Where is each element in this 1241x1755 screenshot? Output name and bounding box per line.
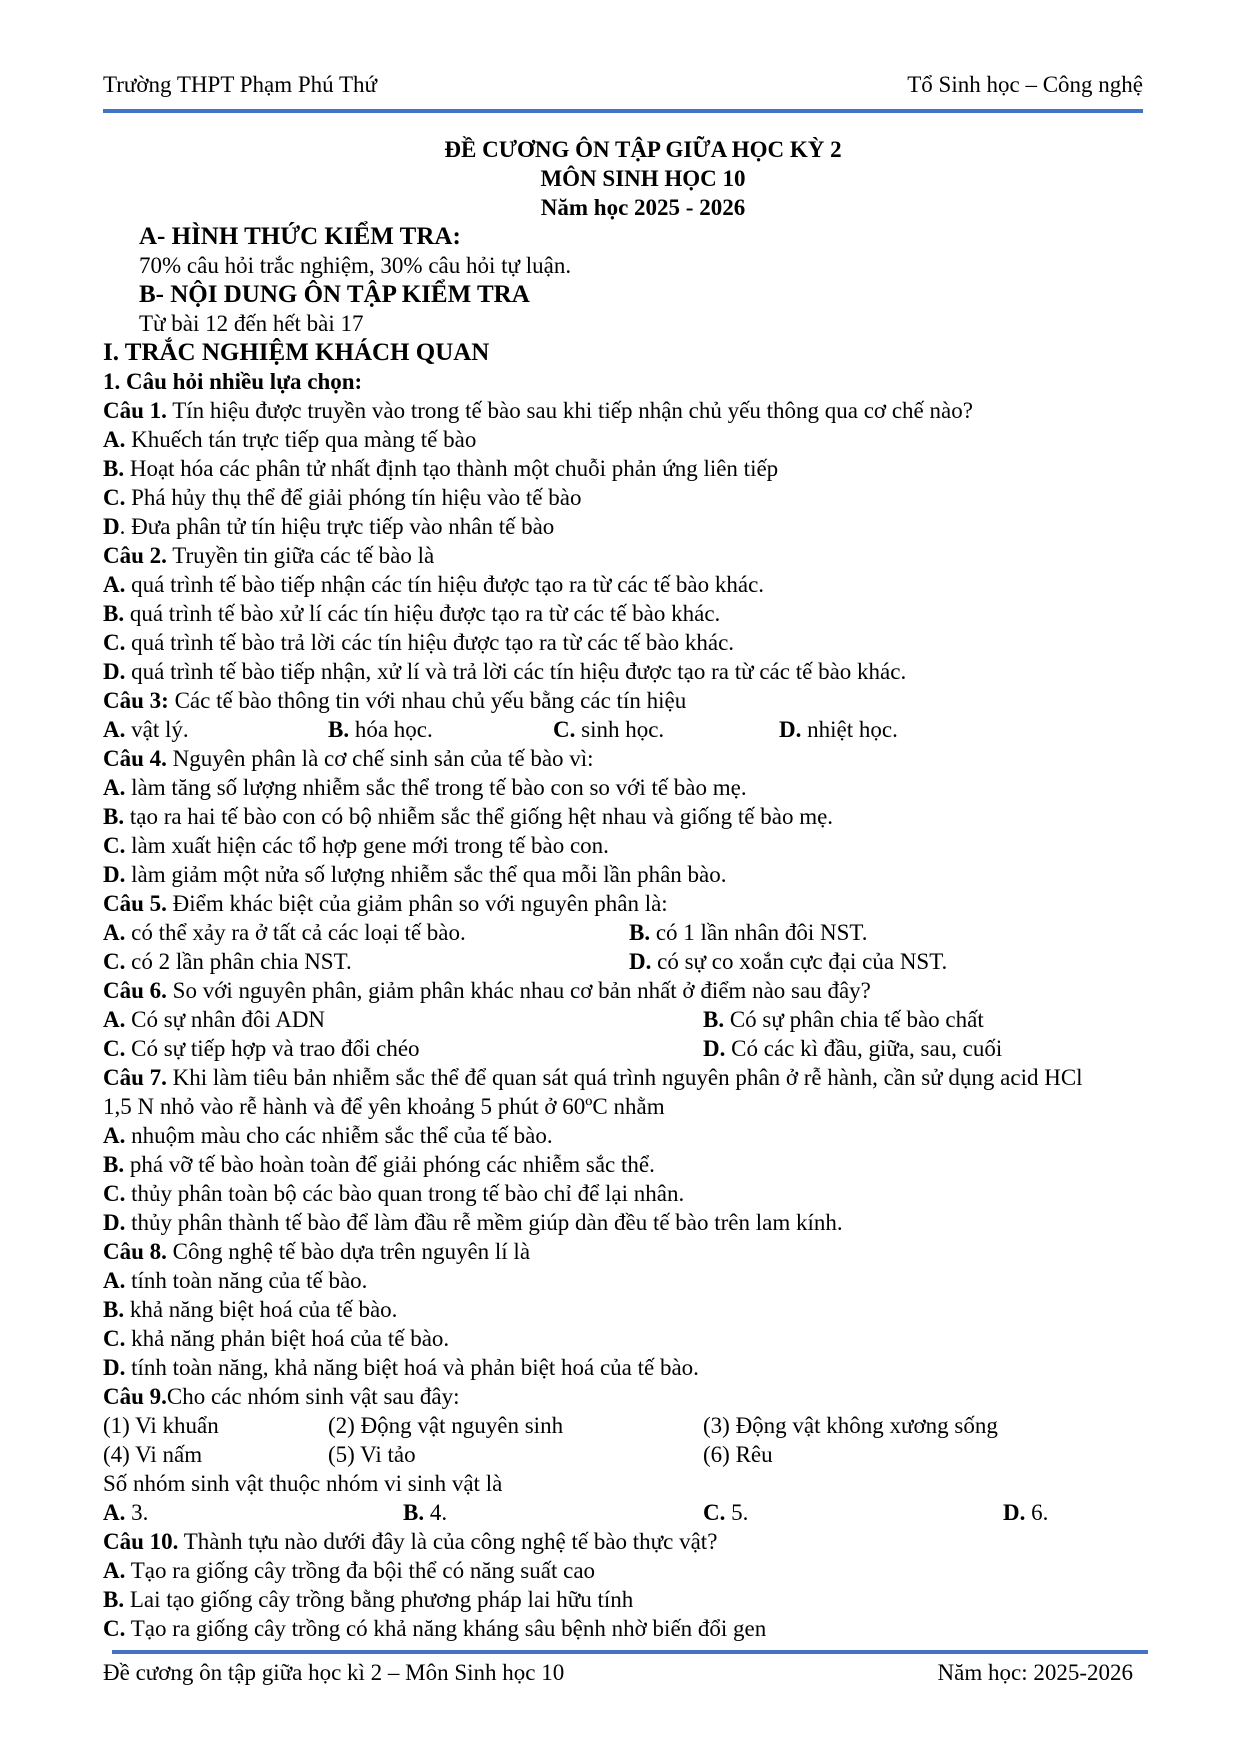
section-b-text: Từ bài 12 đến hết bài 17 <box>139 311 364 336</box>
option-a <box>103 1005 325 1034</box>
document-title <box>103 135 1143 222</box>
question-1 <box>103 396 1173 425</box>
option-key: C. <box>103 1616 126 1641</box>
option-a <box>103 1121 1173 1150</box>
option-text: hóa học. <box>349 717 433 742</box>
question-label: Câu 7. <box>103 1065 167 1090</box>
question-3 <box>103 686 1173 715</box>
option-key: C. <box>103 1036 126 1061</box>
option-b <box>629 918 868 947</box>
option-text: quá trình tế bào tiếp nhận, xử lí và trả lời các tín hiệu được tạo ra từ các tế bào khác. <box>125 659 907 684</box>
question-text: Các tế bào thông tin với nhau chủ yếu bằng các tín hiệu <box>168 688 687 713</box>
option-key: A. <box>103 717 126 742</box>
option-key: A. <box>103 572 126 597</box>
department-name: Tổ Sinh học – Công nghệ <box>907 72 1143 97</box>
option-b <box>103 1585 1173 1614</box>
option-text: tính toàn năng của tế bào. <box>125 1268 368 1293</box>
option-c <box>103 1179 1173 1208</box>
group-item: (4) Vi nấm <box>103 1442 203 1467</box>
document-body <box>103 222 1173 1643</box>
option-a <box>103 773 1173 802</box>
question-label: Câu 10. <box>103 1529 179 1554</box>
title-line-1: ĐỀ CƯƠNG ÔN TẬP GIỮA HỌC KỲ 2 <box>444 137 842 162</box>
option-text: 6. <box>1025 1500 1049 1525</box>
question-6 <box>103 976 1173 1005</box>
section-a-text: 70% câu hỏi trắc nghiệm, 30% câu hỏi tự luận. <box>139 253 572 278</box>
school-name: Trường THPT Phạm Phú Thứ <box>103 72 377 97</box>
question-text: Điểm khác biệt của giảm phân so với nguyên phân là: <box>166 891 668 916</box>
options-row <box>103 1034 1173 1063</box>
option-text: làm xuất hiện các tổ hợp gene mới trong tế bào con. <box>125 833 609 858</box>
part-1-heading: I. TRẮC NGHIỆM KHÁCH QUAN <box>103 339 490 366</box>
option-key: C. <box>553 717 576 742</box>
option-text: thủy phân toàn bộ các bào quan trong tế bào chỉ để lại nhân. <box>125 1181 685 1206</box>
option-c <box>103 628 1173 657</box>
section-b-heading: B- NỘI DUNG ÔN TẬP KIỂM TRA <box>139 281 530 308</box>
option-text: Khuếch tán trực tiếp qua màng tế bào <box>125 427 477 452</box>
question-text: Thành tựu nào dưới đây là của công nghệ tế bào thực vật? <box>178 1529 718 1554</box>
option-d <box>629 947 947 976</box>
option-b <box>703 1005 984 1034</box>
question-text: Khi làm tiêu bản nhiễm sắc thể để quan sát quá trình nguyên phân ở rễ hành, cần sử dụng acid HCl <box>166 1065 1083 1090</box>
question-9 <box>103 1382 1173 1411</box>
option-text: quá trình tế bào trả lời các tín hiệu được tạo ra từ các tế bào khác. <box>125 630 735 655</box>
option-d <box>103 1353 1173 1382</box>
option-text: Có sự tiếp hợp và trao đổi chéo <box>125 1036 420 1061</box>
header-rule <box>103 109 1143 113</box>
option-text: phá vỡ tế bào hoàn toàn để giải phóng các nhiễm sắc thể. <box>124 1152 655 1177</box>
option-c <box>103 947 352 976</box>
option-text: có sự co xoắn cực đại của NST. <box>651 949 948 974</box>
option-b <box>103 599 1173 628</box>
question-7-continued: 1,5 N nhỏ vào rễ hành và để yên khoảng 5 phút ở 60ºC nhằm <box>103 1094 665 1119</box>
option-c <box>103 831 1173 860</box>
option-b <box>103 1150 1173 1179</box>
option-key: A. <box>103 1123 126 1148</box>
option-text: làm giảm một nửa số lượng nhiễm sắc thể qua mỗi lần phân bào. <box>125 862 727 887</box>
option-key: B. <box>328 717 350 742</box>
question-label: Câu 6. <box>103 978 167 1003</box>
option-key: C. <box>103 1326 126 1351</box>
option-text: tạo ra hai tế bào con có bộ nhiễm sắc thể giống hệt nhau và giống tế bào mẹ. <box>124 804 834 829</box>
option-d <box>103 512 1173 541</box>
option-text: Có sự phân chia tế bào chất <box>724 1007 984 1032</box>
option-key: D <box>103 514 120 539</box>
option-d <box>103 657 1173 686</box>
option-text: Tạo ra giống cây trồng có khả năng kháng sâu bệnh nhờ biến đổi gen <box>125 1616 767 1641</box>
question-text: Nguyên phân là cơ chế sinh sản của tế bào vì: <box>166 746 594 771</box>
footer-year: Năm học: 2025-2026 <box>937 1660 1133 1685</box>
option-key: A. <box>103 920 126 945</box>
option-key: D. <box>103 862 126 887</box>
option-text: có 2 lần phân chia NST. <box>125 949 352 974</box>
option-text: có 1 lần nhân đôi NST. <box>650 920 868 945</box>
option-text: có thể xảy ra ở tất cả các loại tế bào. <box>125 920 466 945</box>
option-key: D. <box>703 1036 726 1061</box>
options-row <box>103 715 1173 744</box>
option-key: C. <box>703 1500 726 1525</box>
option-key: A. <box>103 1558 126 1583</box>
groups-row <box>103 1411 1173 1440</box>
question-label: Câu 2. <box>103 543 167 568</box>
option-text: Có các kì đầu, giữa, sau, cuối <box>725 1036 1003 1061</box>
option-key: D. <box>629 949 652 974</box>
question-2 <box>103 541 1173 570</box>
option-c <box>103 1614 1173 1643</box>
option-text: Phá hủy thụ thể để giải phóng tín hiệu vào tế bào <box>125 485 582 510</box>
page-header <box>103 72 1143 112</box>
option-text: làm tăng số lượng nhiễm sắc thể trong tế bào con so với tế bào mẹ. <box>125 775 747 800</box>
question-label: Câu 5. <box>103 891 167 916</box>
option-d <box>703 1034 1002 1063</box>
option-key: B. <box>703 1007 725 1032</box>
option-text: khả năng biệt hoá của tế bào. <box>124 1297 398 1322</box>
option-a <box>103 918 466 947</box>
option-text: Lai tạo giống cây trồng bằng phương pháp lai hữu tính <box>124 1587 634 1612</box>
option-b <box>103 1295 1173 1324</box>
part-1-subheading: 1. Câu hỏi nhiều lựa chọn: <box>103 369 363 394</box>
option-key: C. <box>103 833 126 858</box>
option-key: B. <box>103 1152 125 1177</box>
option-text: nhiệt học. <box>801 717 898 742</box>
group-item: (6) Rêu <box>703 1442 773 1467</box>
question-label: Câu 1. <box>103 398 167 423</box>
footer-rule <box>112 1650 1148 1654</box>
question-text: Công nghệ tế bào dựa trên nguyên lí là <box>166 1239 531 1264</box>
option-text: nhuộm màu cho các nhiễm sắc thể của tế bào. <box>125 1123 553 1148</box>
option-text: 3. <box>125 1500 149 1525</box>
option-key: B. <box>103 601 125 626</box>
option-c <box>103 483 1173 512</box>
option-a <box>103 715 189 744</box>
option-key: C. <box>103 1181 126 1206</box>
question-9-prompt: Số nhóm sinh vật thuộc nhóm vi sinh vật là <box>103 1471 503 1496</box>
option-d <box>779 715 898 744</box>
option-text: quá trình tế bào tiếp nhận các tín hiệu được tạo ra từ các tế bào khác. <box>125 572 765 597</box>
option-key: B. <box>103 456 125 481</box>
groups-row <box>103 1440 1173 1469</box>
question-label: Câu 9. <box>103 1384 167 1409</box>
option-key: D. <box>103 659 126 684</box>
option-a <box>103 570 1173 599</box>
option-key: A. <box>103 1500 126 1525</box>
option-text: thủy phân thành tế bào để làm đầu rễ mềm giúp dàn đều tế bào trên lam kính. <box>125 1210 843 1235</box>
options-row <box>103 947 1173 976</box>
group-item: (1) Vi khuẩn <box>103 1413 219 1438</box>
option-key: A. <box>103 427 126 452</box>
option-text: . Đưa phân tử tín hiệu trực tiếp vào nhân tế bào <box>119 514 555 539</box>
option-key: D. <box>103 1355 126 1380</box>
options-row <box>103 1498 1173 1527</box>
option-text: 5. <box>725 1500 749 1525</box>
group-item: (2) Động vật nguyên sinh <box>328 1413 564 1438</box>
group-item: (5) Vi tảo <box>328 1442 416 1467</box>
question-5 <box>103 889 1173 918</box>
title-line-2: MÔN SINH HỌC 10 <box>540 166 746 191</box>
option-key: C. <box>103 949 126 974</box>
option-key: B. <box>103 1587 125 1612</box>
option-text: sinh học. <box>575 717 665 742</box>
question-8 <box>103 1237 1173 1266</box>
option-text: khả năng phản biệt hoá của tế bào. <box>125 1326 450 1351</box>
options-row <box>103 918 1173 947</box>
option-a <box>103 425 1173 454</box>
option-key: B. <box>103 804 125 829</box>
option-a <box>103 1266 1173 1295</box>
option-key: A. <box>103 775 126 800</box>
group-item: (3) Động vật không xương sống <box>703 1413 998 1438</box>
question-10 <box>103 1527 1173 1556</box>
option-text: quá trình tế bào xử lí các tín hiệu được tạo ra từ các tế bào khác. <box>124 601 721 626</box>
option-text: Hoạt hóa các phân tử nhất định tạo thành một chuỗi phản ứng liên tiếp <box>124 456 779 481</box>
option-c <box>553 715 664 744</box>
option-d <box>103 860 1173 889</box>
option-d <box>1003 1498 1048 1527</box>
option-key: B. <box>103 1297 125 1322</box>
option-key: C. <box>103 630 126 655</box>
question-7 <box>103 1063 1173 1092</box>
question-label: Câu 8. <box>103 1239 167 1264</box>
option-b <box>103 802 1173 831</box>
option-text: tính toàn năng, khả năng biệt hoá và phản biệt hoá của tế bào. <box>125 1355 699 1380</box>
option-key: A. <box>103 1268 126 1293</box>
question-text: Truyền tin giữa các tế bào là <box>166 543 435 568</box>
question-text: Cho các nhóm sinh vật sau đây: <box>166 1384 460 1409</box>
footer-title: Đề cương ôn tập giữa học kì 2 – Môn Sinh học 10 <box>103 1660 565 1685</box>
option-text: Tạo ra giống cây trồng đa bội thể có năng suất cao <box>125 1558 596 1583</box>
option-key: C. <box>103 485 126 510</box>
question-label: Câu 3: <box>103 688 169 713</box>
option-key: B. <box>629 920 651 945</box>
option-c <box>103 1034 420 1063</box>
title-line-3: Năm học 2025 - 2026 <box>540 195 746 220</box>
question-text: So với nguyên phân, giảm phân khác nhau cơ bản nhất ở điểm nào sau đây? <box>166 978 871 1003</box>
option-d <box>103 1208 1173 1237</box>
question-text: Tín hiệu được truyền vào trong tế bào sau khi tiếp nhận chủ yếu thông qua cơ chế nào? <box>166 398 973 423</box>
question-label: Câu 4. <box>103 746 167 771</box>
section-a-heading: A- HÌNH THỨC KIỂM TRA: <box>139 223 461 250</box>
option-key: D. <box>103 1210 126 1235</box>
option-text: Có sự nhân đôi ADN <box>125 1007 326 1032</box>
option-a <box>103 1498 148 1527</box>
option-b <box>403 1498 447 1527</box>
option-a <box>103 1556 1173 1585</box>
option-c <box>103 1324 1173 1353</box>
question-4 <box>103 744 1173 773</box>
option-b <box>103 454 1173 483</box>
option-b <box>328 715 433 744</box>
option-key: D. <box>1003 1500 1026 1525</box>
options-row <box>103 1005 1173 1034</box>
option-key: B. <box>403 1500 425 1525</box>
option-text: 4. <box>424 1500 448 1525</box>
option-c <box>703 1498 748 1527</box>
option-key: D. <box>779 717 802 742</box>
option-key: A. <box>103 1007 126 1032</box>
option-text: vật lý. <box>125 717 189 742</box>
